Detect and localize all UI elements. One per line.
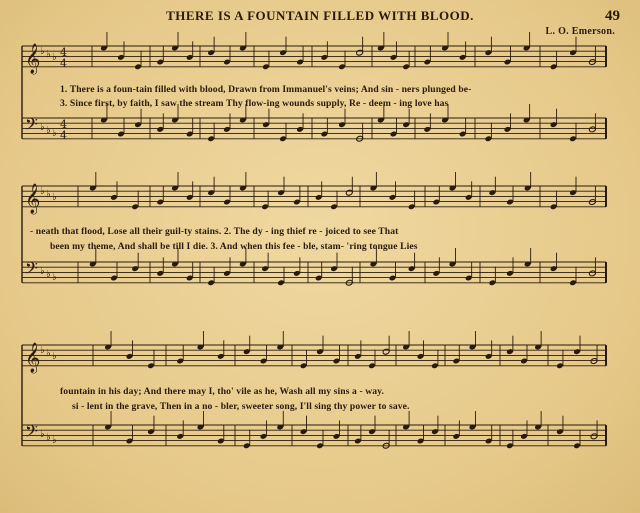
bass-clef: 𝄢 — [25, 421, 38, 445]
lyric-line-s3-v1: fountain in his day; And there may I, tho' vile as he, Wash all my sins a - way. — [60, 386, 385, 397]
lyric-line-s1-v1: 1. There is a foun-tain filled with blood, Drawn from Immanuel's veins; And sin - ners plunged be- — [60, 84, 472, 95]
time-signature-top: 4 — [60, 46, 67, 59]
flat-sign: ♭ — [52, 128, 57, 139]
page-number: 49 — [605, 8, 620, 24]
lyric-line-s2-v3: been my theme, And shall be till I die. 3. And when this fee - ble, stam- 'ring tongue Lies — [50, 241, 418, 252]
flat-sign: ♭ — [46, 348, 51, 359]
flat-sign: ♭ — [40, 429, 45, 440]
flat-sign: ♭ — [40, 345, 45, 356]
flat-sign: ♭ — [52, 192, 57, 203]
flat-sign: ♭ — [46, 269, 51, 280]
flat-sign: ♭ — [40, 186, 45, 197]
composer-credit: L. O. Emerson. — [545, 26, 615, 37]
flat-sign: ♭ — [46, 189, 51, 200]
lyric-line-s1-v3: 3. Since first, by faith, I saw the stream Thy flow-ing wounds supply, Re - deem - ing love has — [60, 98, 449, 109]
flat-sign: ♭ — [52, 52, 57, 63]
flat-sign: ♭ — [40, 46, 45, 57]
flat-sign: ♭ — [52, 272, 57, 283]
bass-clef: 𝄢 — [25, 258, 38, 282]
flat-sign: ♭ — [40, 266, 45, 277]
treble-clef: 𝄞 — [25, 343, 41, 373]
time-signature-bottom: 4 — [60, 57, 67, 70]
bass-clef: 𝄢 — [25, 114, 38, 138]
time-signature-top: 4 — [60, 118, 67, 131]
treble-clef: 𝄞 — [25, 184, 41, 214]
time-signature-bottom: 4 — [60, 129, 67, 142]
hymn-title: THERE IS A FOUNTAIN FILLED WITH BLOOD. — [166, 8, 474, 23]
flat-sign: ♭ — [52, 435, 57, 446]
flat-sign: ♭ — [52, 351, 57, 362]
flat-sign: ♭ — [46, 125, 51, 136]
treble-clef: 𝄞 — [25, 44, 41, 74]
lyric-line-s2-v1: - neath that flood, Lose all their guil-ty stains. 2. The dy - ing thief re - joiced to see That — [30, 226, 399, 237]
flat-sign: ♭ — [40, 122, 45, 133]
flat-sign: ♭ — [46, 49, 51, 60]
flat-sign: ♭ — [46, 432, 51, 443]
lyric-line-s3-v3: si - lent in the grave, Then in a no - bler, sweeter song, I'll sing thy power to save. — [72, 401, 410, 412]
